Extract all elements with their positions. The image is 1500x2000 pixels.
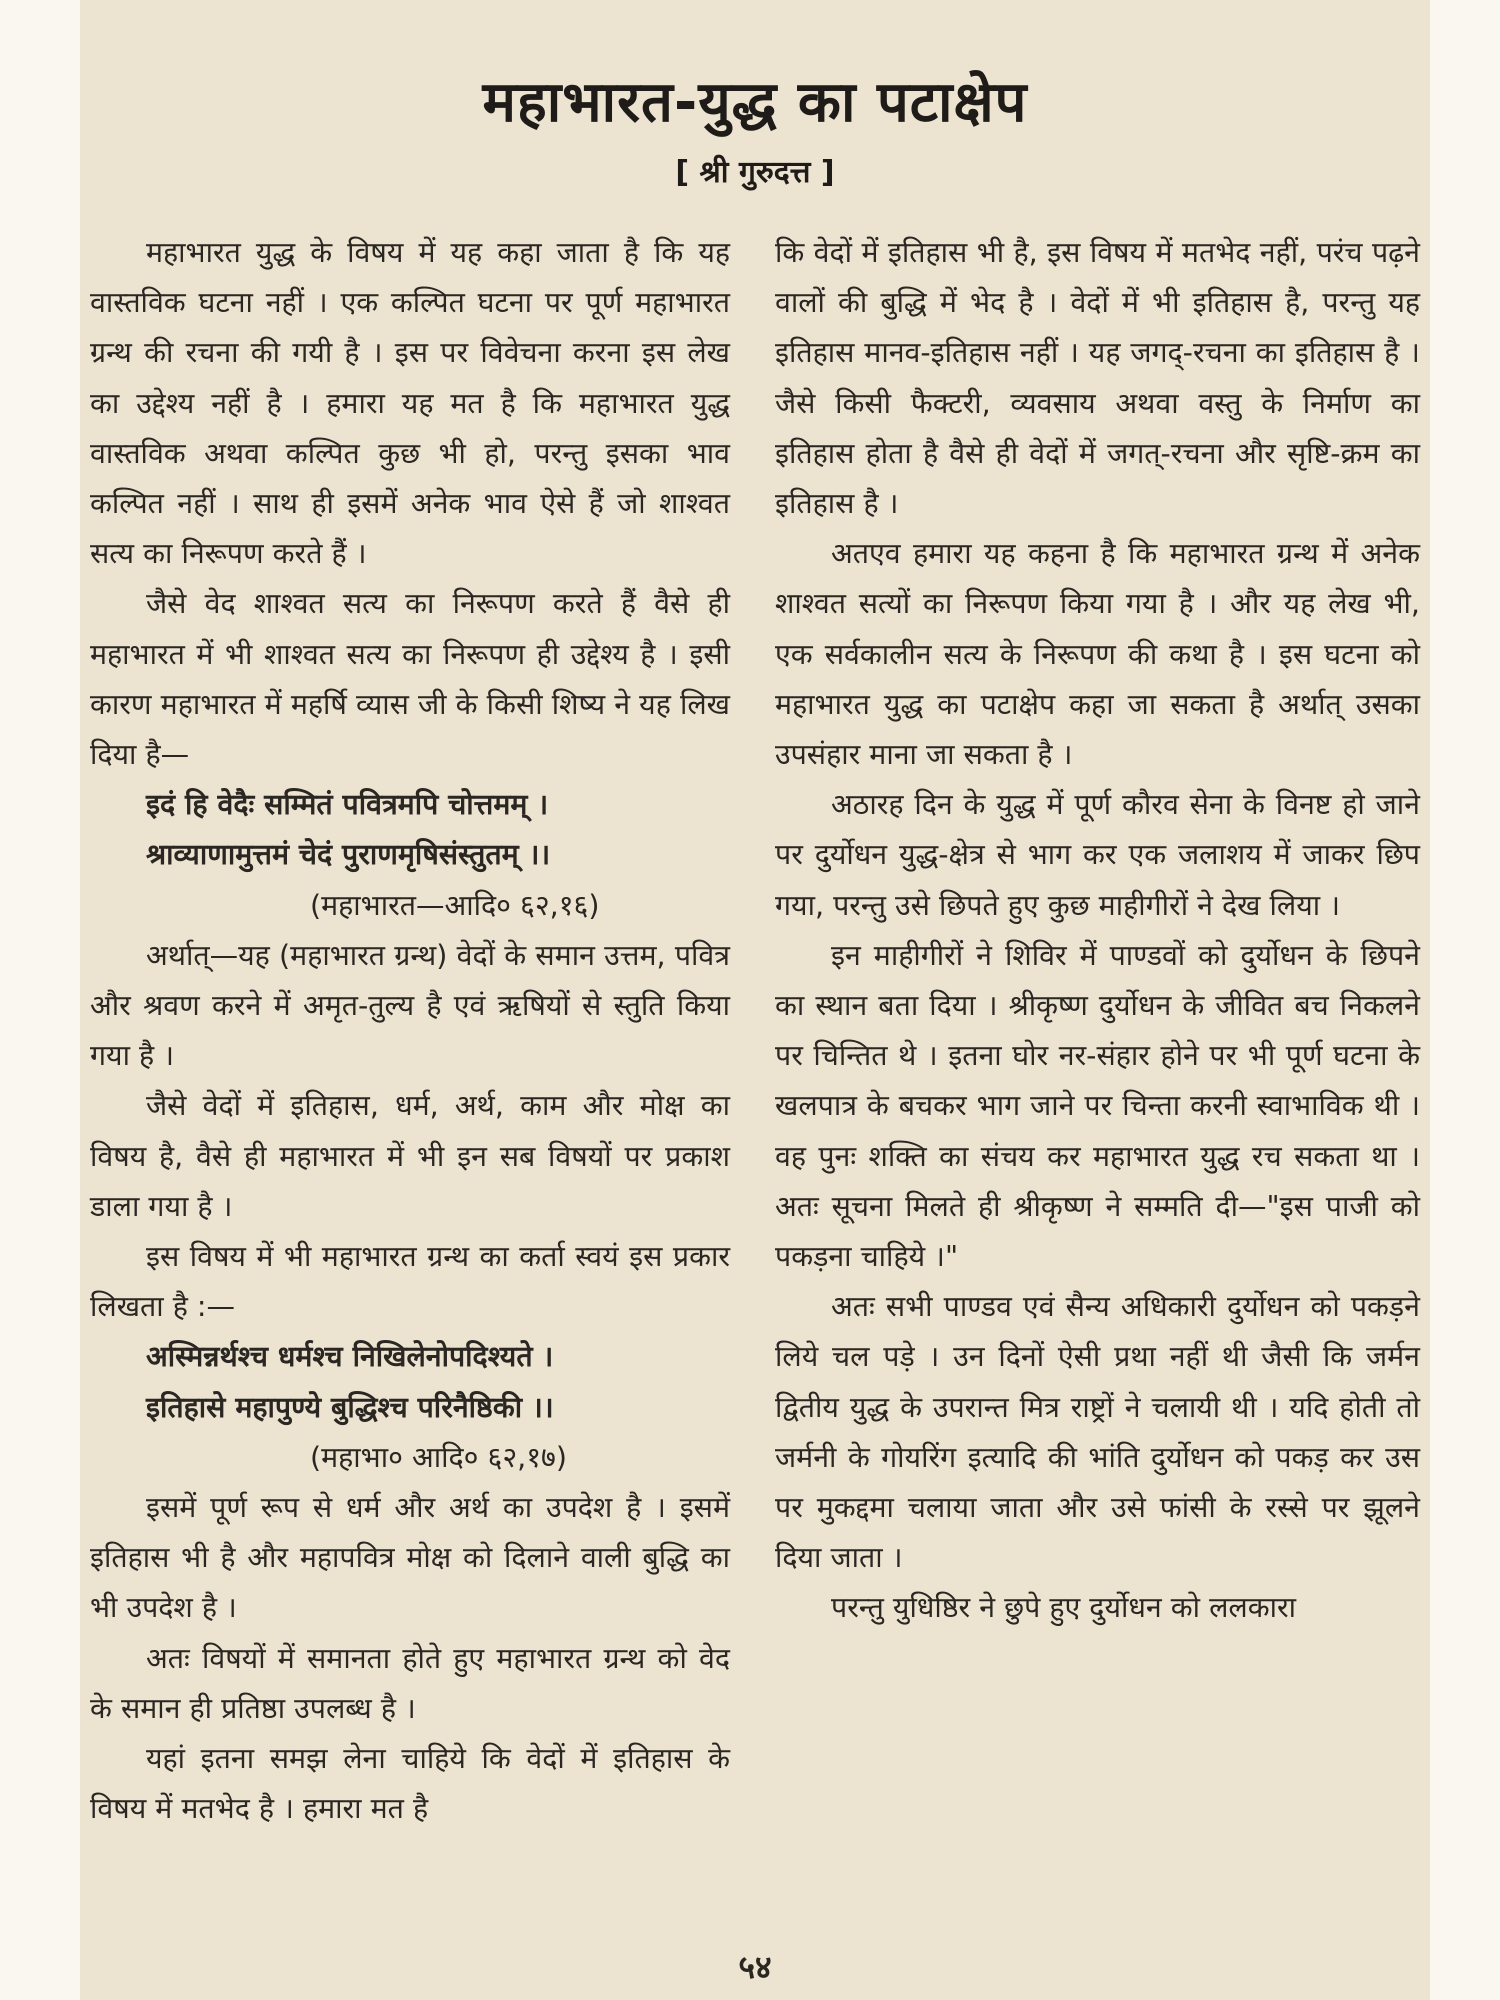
paragraph: इसमें पूर्ण रूप से धर्म और अर्थ का उपदेश है । इसमें इतिहास भी है और महापवित्र मोक्ष को दिलाने वाली बुद्धि का भी उपदेश है । — [90, 1491, 730, 1625]
paragraph: परन्तु युधिष्ठिर ने छुपे हुए दुर्योधन को ललकारा — [831, 1591, 1297, 1625]
verse-reference: (महाभा० आदि० ६२,१७) — [310, 1440, 567, 1474]
right-page-margin — [1430, 0, 1500, 2000]
verse-reference: (महाभारत—आदि० ६२,१६) — [310, 888, 600, 922]
paragraph: जैसे वेद शाश्वत सत्य का निरूपण करते हैं वैसे ही महाभारत में भी शाश्वत सत्य का निरूपण ही उद्देश्य है । इसी कारण महाभारत में महर्षि व्यास जी के किसी शिष्य ने यह लिख दिया है— — [90, 587, 730, 772]
paragraph: कि वेदों में इतिहास भी है, इस विषय में मतभेद नहीं, परंच पढ़ने वालों की बुद्धि में भेद है । वेदों में भी इतिहास है, परन्तु यह इतिहास मानव-इतिहास नहीं । यह जगद्-रचना का इतिहास है । जैसे किसी फैक्टरी, व्यवसाय अथवा वस्तु के निर्माण का इतिहास होता है वैसे ही वेदों में जगत्-रचना और सृष्टि-क्रम का इतिहास है । — [775, 236, 1420, 521]
paragraph: जैसे वेदों में इतिहास, धर्म, अर्थ, काम और मोक्ष का विषय है, वैसे ही महाभारत में भी इन सब विषयों पर प्रकाश डाला गया है । — [90, 1089, 730, 1223]
paragraph: यहां इतना समझ लेना चाहिये कि वेदों में इतिहास के विषय में मतभेद है । हमारा मत है — [90, 1742, 730, 1826]
paragraph: अतः सभी पाण्डव एवं सैन्य अधिकारी दुर्योधन को पकड़ने लिये चल पड़े । उन दिनों ऐसी प्रथा नहीं थी जैसी कि जर्मन द्वितीय युद्ध के उपरान्त मित्र राष्ट्रों ने चलायी थी । यदि होती तो जर्मनी के गोयरिंग इत्यादि की भांति दुर्योधन को पकड़ कर उस पर मुकद्दमा चलाया जाता और उसे फांसी के रस्से पर झूलने दिया जाता । — [775, 1290, 1420, 1575]
right-column — [775, 228, 1420, 1634]
paragraph: महाभारत युद्ध के विषय में यह कहा जाता है कि यह वास्तविक घटना नहीं । एक कल्पित घटना पर पूर्ण महाभारत ग्रन्थ की रचना की गयी है । इस पर विवेचना करना इस लेख का उद्देश्य नहीं है । हमारा यह मत है कि महाभारत युद्ध वास्तविक अथवा कल्पित कुछ भी हो, परन्तु इसका भाव कल्पित नहीं । साथ ही इसमें अनेक भाव ऐसे हैं जो शाश्वत सत्य का निरूपण करते हैं । — [90, 236, 730, 571]
paragraph: अर्थात्—यह (महाभारत ग्रन्थ) वेदों के समान उत्तम, पवित्र और श्रवण करने में अमृत-तुल्य है एवं ऋषियों से स्तुति किया गया है । — [90, 938, 730, 1073]
paragraph: इन माहीगीरों ने शिविर में पाण्डवों को दुर्योधन के छिपने का स्थान बता दिया । श्रीकृष्ण दुर्योधन के जीवित बच निकलने पर चिन्तित थे । इतना घोर नर-संहार होने पर भी पूर्ण घटना के खलपात्र के बचकर भाग जाने पर चिन्ता करनी स्वाभाविक थी । वह पुनः शक्ति का संचय कर महाभारत युद्ध रच सकता था । अतः सूचना मिलते ही श्रीकृष्ण ने सम्मति दी—"इस पाजी को पकड़ना चाहिये ।" — [775, 938, 1420, 1274]
left-page-margin — [0, 0, 80, 2000]
paragraph: अतः विषयों में समानता होते हुए महाभारत ग्रन्थ को वेद के समान ही प्रतिष्ठा उपलब्ध है । — [90, 1641, 730, 1725]
page-number: ५४ — [738, 1948, 772, 1986]
paragraph: अतएव हमारा यह कहना है कि महाभारत ग्रन्थ में अनेक शाश्वत सत्यों का निरूपण किया गया है । और यह लेख भी, एक सर्वकालीन सत्य के निरूपण की कथा है । इस घटना को महाभारत युद्ध का पटाक्षेप कहा जा सकता है अर्थात् उसका उपसंहार माना जा सकता है । — [775, 537, 1420, 772]
sanskrit-verse-line: अस्मिन्नर्थश्च धर्मश्च निखिलेनोपदिश्यते । — [146, 1340, 554, 1374]
document-page — [80, 0, 1430, 2000]
sanskrit-verse-line: इदं हि वेदैः सम्मितं पवित्रमपि चोत्तमम् । — [146, 788, 549, 822]
article-author: [ श्री गुरुदत्त ] — [675, 155, 835, 190]
paragraph: इस विषय में भी महाभारत ग्रन्थ का कर्ता स्वयं इस प्रकार लिखता है :— — [90, 1240, 730, 1324]
sanskrit-verse-line: श्राव्याणामुत्तमं चेदं पुराणमृषिसंस्तुतम् ।। — [146, 838, 551, 872]
paragraph: अठारह दिन के युद्ध में पूर्ण कौरव सेना के विनष्ट हो जाने पर दुर्योधन युद्ध-क्षेत्र से भाग कर एक जलाशय में जाकर छिप गया, परन्तु उसे छिपते हुए कुछ माहीगीरों ने देख लिया । — [775, 788, 1420, 922]
left-column — [90, 228, 730, 1835]
article-title: महाभारत-युद्ध का पटाक्षेप — [482, 70, 1028, 135]
sanskrit-verse-line: इतिहासे महापुण्ये बुद्धिश्च परिनैष्ठिकी ।। — [146, 1390, 554, 1424]
